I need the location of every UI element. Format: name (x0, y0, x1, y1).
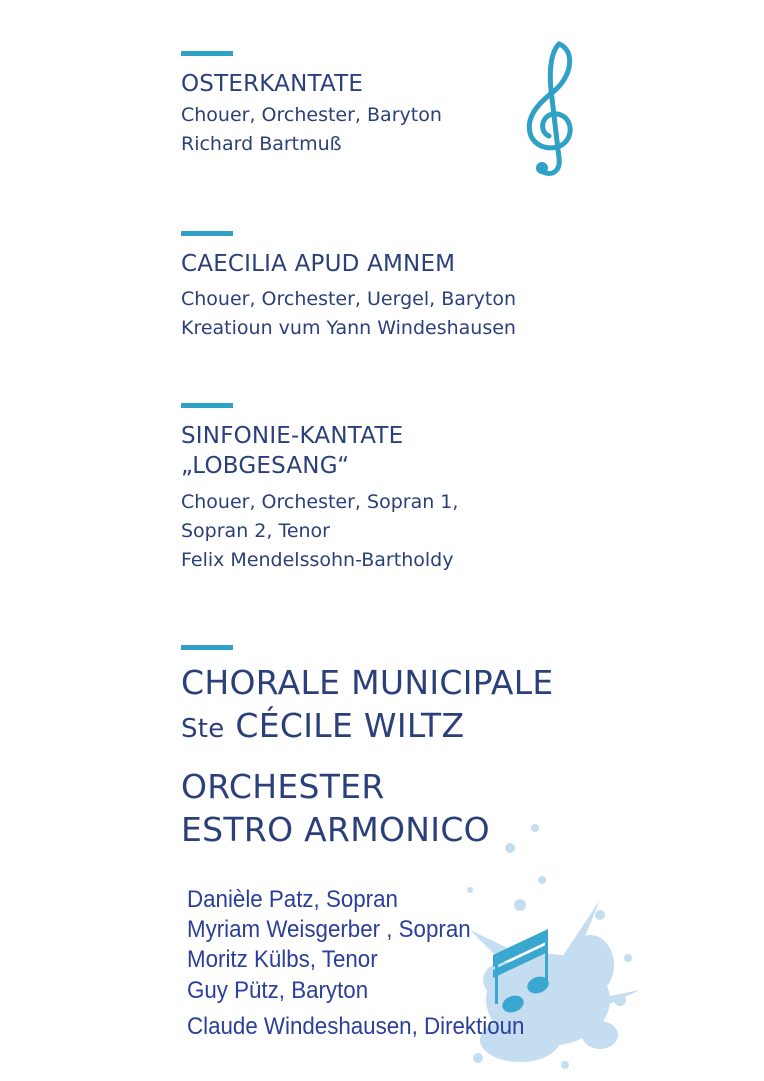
orchestra-name-line2: ESTRO ARMONICO (181, 810, 490, 849)
work-title: CAECILIA APUD AMNEM (181, 251, 456, 277)
work-composer: Richard Bartmuß (181, 133, 342, 155)
work-title: SINFONIE-KANTATE (181, 423, 404, 449)
performer-line: Moritz Külbs, Tenor (187, 946, 378, 973)
choir-name-line1: CHORALE MUNICIPALE (181, 663, 554, 702)
work-subtitle: „LOBGESANG“ (181, 453, 350, 479)
work-line: Chouer, Orchester, Sopran 1, (181, 491, 459, 513)
performer-line: Danièle Patz, Sopran (187, 886, 398, 913)
choir-name-rest: CÉCILE WILTZ (224, 706, 465, 745)
work-line: Chouer, Orchester, Baryton (181, 104, 442, 126)
work-composer: Kreatioun vum Yann Windeshausen (181, 317, 516, 339)
performer-line: Guy Pütz, Baryton (187, 977, 369, 1004)
performer-line: Claude Windeshausen, Direktioun (187, 1013, 525, 1040)
orchestra-name-line1: ORCHESTER (181, 767, 385, 806)
choir-prefix: Ste (181, 714, 225, 744)
work-line: Sopran 2, Tenor (181, 520, 330, 542)
work-title: OSTERKANTATE (181, 71, 364, 97)
performer-line: Myriam Weisgerber , Sopran (187, 916, 471, 943)
work-line: Chouer, Orchester, Uergel, Baryton (181, 288, 517, 310)
work-composer: Felix Mendelssohn-Bartholdy (181, 549, 454, 571)
